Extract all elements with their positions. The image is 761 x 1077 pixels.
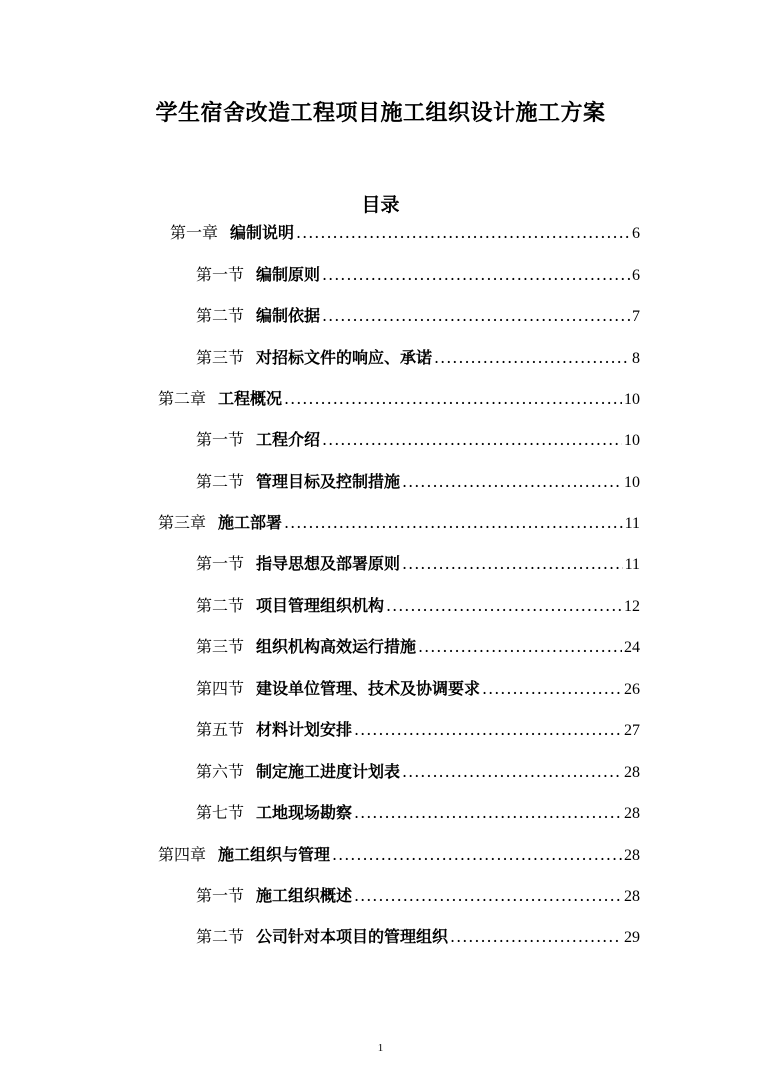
toc-leader-dots <box>418 637 622 656</box>
toc-entry-chapter[interactable] <box>158 386 640 412</box>
toc-entry-number: 第一节 <box>196 430 245 449</box>
toc-entry-title: 编制说明 <box>230 223 295 242</box>
toc-leader-dots <box>354 803 622 822</box>
toc-entry-title: 对招标文件的响应、承诺 <box>256 348 433 367</box>
toc-entry-section[interactable] <box>196 303 640 329</box>
page-title: 学生宿舍改造工程项目施工组织设计施工方案 <box>155 101 606 126</box>
toc-entry-section[interactable] <box>196 883 640 909</box>
toc-entry-section[interactable] <box>196 676 640 702</box>
toc-heading: 目录 <box>361 194 400 216</box>
toc-entry-number: 第五节 <box>196 720 245 739</box>
toc-entry-title: 指导思想及部署原则 <box>256 554 401 573</box>
toc-entry-title: 施工组织概述 <box>256 886 353 905</box>
toc-entry-page: 27 <box>624 722 640 739</box>
toc-leader-dots <box>354 720 622 739</box>
toc-entry-section[interactable] <box>196 551 640 577</box>
toc-entry-page: 28 <box>624 888 640 905</box>
toc-entry-page: 6 <box>632 225 640 242</box>
toc-entry-section[interactable] <box>196 759 640 785</box>
toc-leader-dots <box>434 348 630 367</box>
page-number: 1 <box>377 1042 384 1054</box>
toc-entry-page: 24 <box>624 639 640 656</box>
toc-entry-number: 第三章 <box>158 513 207 532</box>
toc-entry-number: 第三节 <box>196 637 245 656</box>
toc-leader-dots <box>402 762 622 781</box>
toc-entry-title: 组织机构高效运行措施 <box>256 637 417 656</box>
toc-entry-title: 工程概况 <box>218 389 283 408</box>
toc-entry-section[interactable] <box>196 469 640 495</box>
toc-leader-dots <box>284 513 623 532</box>
toc-leader-dots <box>322 265 630 284</box>
toc-entry-title: 管理目标及控制措施 <box>256 472 401 491</box>
toc-entry-title: 编制依据 <box>256 306 321 325</box>
toc-entry-number: 第二节 <box>196 306 245 325</box>
toc-leader-dots <box>386 596 622 615</box>
toc-entry-number: 第二节 <box>196 927 245 946</box>
toc-entry-page: 8 <box>632 350 640 367</box>
toc-entry-number: 第三节 <box>196 348 245 367</box>
toc-leader-dots <box>296 223 630 242</box>
toc-entry-number: 第二节 <box>196 596 245 615</box>
toc-entry-section[interactable] <box>196 634 640 660</box>
toc-entry-title: 编制原则 <box>256 265 321 284</box>
toc-leader-dots <box>284 389 622 408</box>
toc-entry-section[interactable] <box>196 800 640 826</box>
toc-entry-number: 第二节 <box>196 472 245 491</box>
toc-leader-dots <box>450 927 622 946</box>
toc-entry-number: 第四章 <box>158 845 207 864</box>
toc-entry-page: 10 <box>624 474 640 491</box>
toc-entry-title: 工程介绍 <box>256 430 321 449</box>
toc-entry-chapter[interactable] <box>158 510 640 536</box>
toc-leader-dots <box>354 886 622 905</box>
toc-entry-title: 建设单位管理、技术及协调要求 <box>256 679 481 698</box>
toc-entry-page: 11 <box>624 515 640 532</box>
toc-entry-chapter[interactable] <box>158 842 640 868</box>
toc-entry-section[interactable] <box>196 593 640 619</box>
toc-leader-dots <box>402 554 623 573</box>
toc-entry-section[interactable] <box>196 345 640 371</box>
toc-entry-chapter[interactable] <box>170 220 640 246</box>
toc-entry-page: 29 <box>624 929 640 946</box>
toc-leader-dots <box>482 679 622 698</box>
toc-entry-page: 28 <box>624 805 640 822</box>
toc-entry-title: 项目管理组织机构 <box>256 596 385 615</box>
toc-entry-page: 6 <box>632 267 640 284</box>
toc-entry-section[interactable] <box>196 262 640 288</box>
toc-entry-number: 第四节 <box>196 679 245 698</box>
toc-leader-dots <box>322 306 630 325</box>
toc-entry-title: 工地现场勘察 <box>256 803 353 822</box>
toc-entry-page: 11 <box>624 556 640 573</box>
toc-leader-dots <box>402 472 622 491</box>
toc-entry-page: 26 <box>624 681 640 698</box>
toc-entry-page: 28 <box>624 847 640 864</box>
toc-entry-page: 28 <box>624 764 640 781</box>
toc-entry-number: 第二章 <box>158 389 207 408</box>
toc-entry-page: 10 <box>624 432 640 449</box>
toc-entry-page: 12 <box>624 598 640 615</box>
toc-entry-number: 第六节 <box>196 762 245 781</box>
toc-entry-section[interactable] <box>196 427 640 453</box>
toc-entry-page: 7 <box>632 308 640 325</box>
toc-leader-dots <box>322 430 622 449</box>
toc-entry-section[interactable] <box>196 924 640 950</box>
toc-entry-page: 10 <box>624 391 640 408</box>
toc-entry-section[interactable] <box>196 717 640 743</box>
toc-entry-title: 材料计划安排 <box>256 720 353 739</box>
toc-entry-title: 制定施工进度计划表 <box>256 762 401 781</box>
toc-entry-number: 第七节 <box>196 803 245 822</box>
toc-entry-title: 施工组织与管理 <box>218 845 331 864</box>
toc-entry-number: 第一节 <box>196 554 245 573</box>
toc-entry-title: 施工部署 <box>218 513 283 532</box>
toc-leader-dots <box>332 845 622 864</box>
toc-entry-number: 第一章 <box>170 223 219 242</box>
toc-entry-number: 第一节 <box>196 886 245 905</box>
toc-entry-title: 公司针对本项目的管理组织 <box>256 927 449 946</box>
toc-entry-number: 第一节 <box>196 265 245 284</box>
